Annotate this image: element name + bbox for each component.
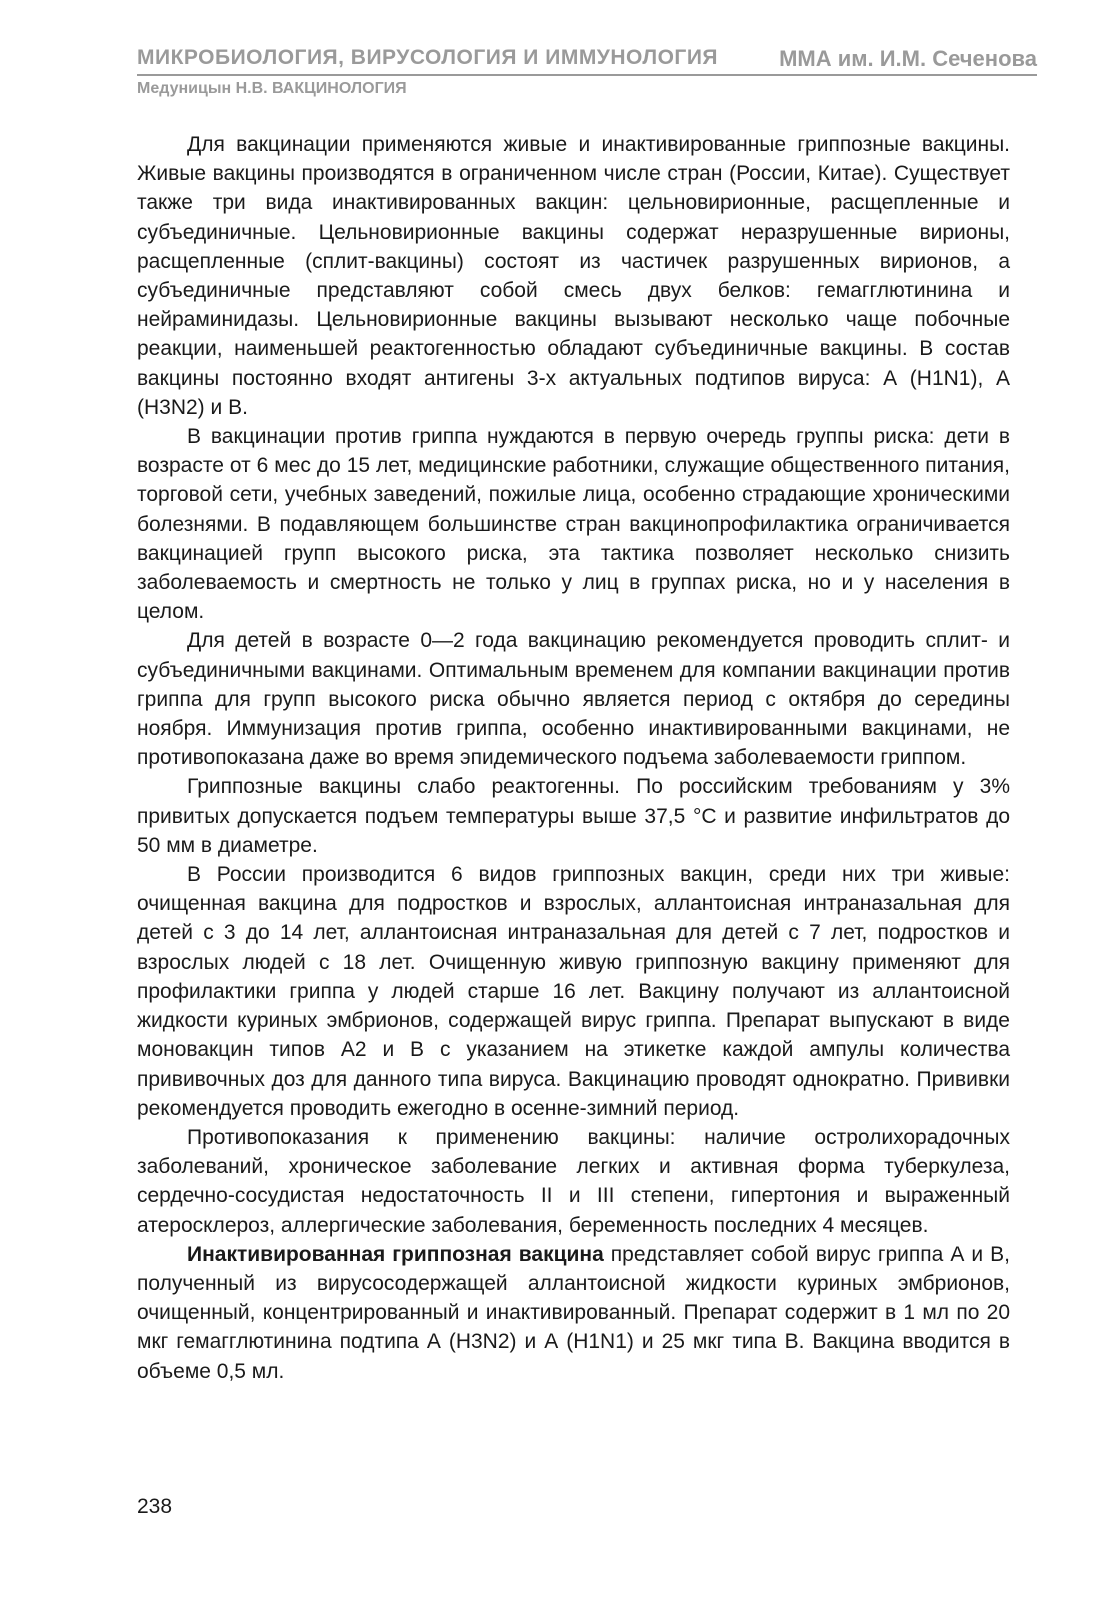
running-head-title: МИКРОБИОЛОГИЯ, ВИРУСОЛОГИЯ И ИММУНОЛОГИЯ: [137, 46, 719, 69]
paragraph: Гриппозные вакцины слабо реактогенны. По российским требованиям у 3% привитых допускается подъем температуры выше 37,5 °С и развитие инфильтратов до 50 мм в диаметре.: [137, 775, 1010, 857]
paragraph: Для вакцинации применяются живые и инактивированные гриппозные вакцины. Живые вакцины производятся в ограниченном числе стран (России, Китае). Существует также три вида инактивированных вакцин: цельновирионные, расщепленные и субъединичные. Цельновирионные вакцины содержат неразрушенные вирионы, расщепленные (сплит-вакцины) состоят из частичек разрушенных вирионов, а субъединичные представляют собой смесь двух белков: гемагглютинина и нейраминидазы. Цельновирионные вакцины вызывают несколько чаще побочные реакции, наименьшей реактогенностью обладают субъединичные вакцины. В состав вакцины постоянно входят антигены 3-х актуальных подтипов вируса: А (H1N1), А (H3N2) и В.: [137, 133, 1010, 419]
running-head-institution: ММА им. И.М. Сеченова: [779, 46, 1037, 71]
bold-term: Инактивированная гриппозная вакцина: [187, 1242, 604, 1266]
paragraph: В России производится 6 видов гриппозных вакцин, среди них три живые: очищенная вакцина для подростков и взрослых, аллантоисная интраназальная для детей с 3 до 14 лет, аллантоисная интраназальная для детей с 7 лет, подростков и взрослых людей с 18 лет. Очищенную живую гриппозную вакцину применяют для профилактики гриппа у людей старше 16 лет. Вакцину получают из аллантоисной жидкости куриных эмбрионов, содержащей вирус гриппа. Препарат выпускают в виде моновакцин типов А2 и В с указанием на этикетке каждой ампулы количества прививочных доз для данного типа вируса. Вакцинацию проводят однократно. Прививки рекомендуется проводить ежегодно в осенне-зимний период.: [137, 863, 1010, 1120]
body-text: [137, 130, 1010, 1386]
paragraph: В вакцинации против гриппа нуждаются в первую очередь группы риска: дети в возрасте от 6 мес до 15 лет, медицинские работники, служащие общественного питания, торговой сети, учебных заведений, пожилые лица, особенно страдающие хроническими болезнями. В подавляющем большинстве стран вакцинопрофилактика ограничивается вакцинацией групп высокого риска, эта тактика позволяет несколько снизить заболеваемость и смертность не только у лиц в группах риска, но и у населения в целом.: [137, 425, 1010, 624]
running-head: [137, 44, 1037, 98]
page-number: 238: [137, 1495, 173, 1518]
running-head-top-line: [137, 44, 1037, 76]
paragraph-inactivated-vaccine: [137, 1240, 1010, 1386]
paragraph: Противопоказания к применению вакцины: наличие остролихорадочных заболеваний, хроническое заболевание легких и активная форма туберкулеза, сердечно-сосудистая недостаточность II и III степени, гипертония и выраженный атеросклероз, аллергические заболевания, беременность последних 4 месяцев.: [137, 1125, 1010, 1237]
paragraph-text: представляет собой вирус гриппа А и В, полученный из вирусосодержащей аллантоисной жидкости куриных эмбрионов, очищенный, концентрированный и инактивированный. Препарат содержит в 1 мл по 20 мкг гемагглютинина подтипа А (H3N2) и А (H1N1) и 25 мкг типа В. Вакцина вводится в объеме 0,5 мл.: [137, 1242, 1010, 1383]
paragraph: Для детей в возрасте 0—2 года вакцинацию рекомендуется проводить сплит- и субъединичными вакцинами. Оптимальным временем для компании вакцинации против гриппа для групп высокого риска обычно является период с октября до середины ноября. Иммунизация против гриппа, особенно инактивированными вакцинами, не противопоказана даже во время эпидемического подъема заболеваемости гриппом.: [137, 629, 1010, 770]
running-head-subtitle: Медуницын Н.В. ВАКЦИНОЛОГИЯ: [137, 80, 407, 97]
